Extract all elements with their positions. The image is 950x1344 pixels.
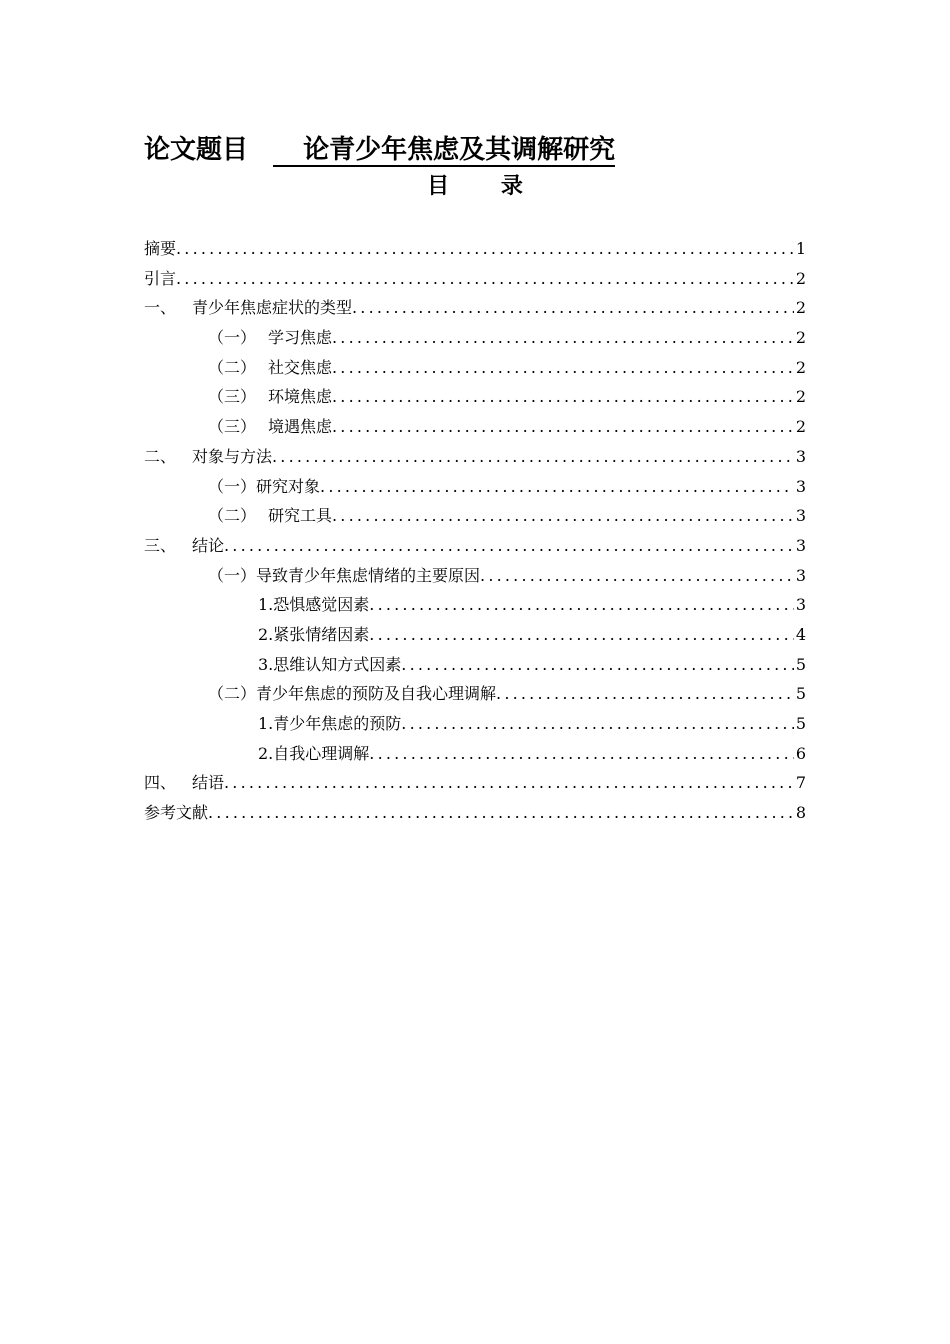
toc-entry[interactable] — [144, 412, 806, 442]
toc-entry-number: 一、 — [144, 298, 177, 318]
toc-entry[interactable] — [144, 442, 806, 472]
toc-entry-number: （二） — [208, 357, 257, 377]
toc-dot-leader — [176, 264, 794, 294]
toc-entry-label: 青少年焦虑的预防及自我心理调解 — [256, 684, 497, 704]
toc-entry[interactable] — [144, 293, 806, 323]
toc-entry-label: 结论 — [192, 535, 225, 555]
toc-entry-number: （二） — [208, 506, 257, 526]
toc-entry[interactable] — [144, 739, 806, 769]
toc-entry[interactable] — [144, 531, 806, 561]
toc-entry-number: 二、 — [144, 446, 177, 466]
toc-entry[interactable] — [144, 472, 806, 502]
toc-entry-number: （二） — [208, 684, 257, 704]
toc-entry[interactable] — [144, 768, 806, 798]
toc-entry[interactable] — [144, 264, 806, 294]
toc-entry[interactable] — [144, 234, 806, 264]
toc-entry-number: 2. — [258, 624, 274, 644]
toc-entry-page: 5 — [795, 654, 806, 674]
toc-entry-page: 2 — [795, 268, 806, 288]
toc-dot-leader — [496, 679, 794, 709]
toc-entry-label: 学习焦虑 — [268, 328, 333, 348]
toc-entry-label: 紧张情绪因素 — [273, 624, 370, 644]
toc-dot-leader — [224, 531, 794, 561]
toc-entry-label: 参考文献 — [144, 803, 209, 823]
toc-entry-number: 三、 — [144, 535, 177, 555]
toc-dot-leader — [320, 472, 794, 502]
toc-entry-label: 摘要 — [144, 239, 177, 258]
toc-entry-page: 2 — [795, 357, 806, 377]
toc-entry-page: 3 — [795, 535, 806, 555]
toc-entry[interactable] — [144, 353, 806, 383]
toc-entry-number: 1. — [258, 595, 274, 615]
toc-dot-leader — [369, 590, 794, 620]
toc-dot-leader — [369, 620, 794, 650]
toc-entry-label: 恐惧感觉因素 — [273, 595, 370, 615]
toc-entry-number: （一） — [208, 565, 257, 585]
toc-entry-number: （一） — [208, 476, 257, 496]
toc-dot-leader — [208, 798, 794, 828]
toc-entry-label: 对象与方法 — [192, 446, 273, 466]
toc-dot-leader — [332, 353, 794, 383]
toc-entry-page: 2 — [795, 417, 806, 437]
toc-entry-number: 2. — [258, 743, 274, 763]
toc-dot-leader — [401, 650, 794, 680]
toc-heading: 目 录 — [427, 174, 545, 199]
toc-dot-leader — [176, 234, 794, 264]
toc-entry[interactable] — [144, 650, 806, 680]
toc-entry-label: 思维认知方式因素 — [273, 654, 402, 674]
thesis-title-value: 论青少年焦虑及其调解研究 — [273, 135, 615, 167]
toc-entry-number: （三） — [208, 387, 257, 407]
toc-entry-page: 1 — [795, 239, 806, 258]
toc-entry[interactable] — [144, 382, 806, 412]
toc-entry[interactable] — [144, 590, 806, 620]
toc-entry-number: 3. — [258, 654, 274, 674]
toc-entry-label: 青少年焦虑的预防 — [273, 714, 402, 733]
toc-entry[interactable] — [144, 679, 806, 709]
toc-entry-label: 研究工具 — [268, 506, 333, 526]
toc-entry-page: 8 — [795, 803, 806, 823]
toc-entry-page: 5 — [795, 714, 806, 733]
toc-entry[interactable] — [144, 323, 806, 353]
toc-dot-leader — [332, 412, 794, 442]
toc-entry-page: 7 — [795, 773, 806, 793]
toc-entry-label: 社交焦虑 — [268, 357, 333, 377]
toc-dot-leader — [480, 561, 794, 591]
toc-entry-page: 2 — [795, 298, 806, 318]
toc-entry-label: 引言 — [144, 268, 177, 288]
toc-entry-page: 2 — [795, 387, 806, 407]
toc-entry[interactable] — [144, 798, 806, 828]
toc-entry-label: 青少年焦虑症状的类型 — [192, 298, 353, 318]
toc-entry-page: 6 — [795, 743, 806, 763]
table-of-contents — [144, 234, 806, 828]
toc-entry[interactable] — [144, 620, 806, 650]
toc-entry-page: 5 — [795, 684, 806, 704]
toc-entry-label: 境遇焦虑 — [268, 417, 333, 437]
toc-entry-page: 3 — [795, 595, 806, 615]
toc-entry-page: 3 — [795, 506, 806, 526]
toc-entry-page: 3 — [795, 446, 806, 466]
toc-dot-leader — [272, 442, 794, 472]
toc-dot-leader — [224, 768, 794, 798]
toc-entry-label: 研究对象 — [256, 476, 321, 496]
toc-entry-label: 结语 — [192, 773, 225, 793]
toc-dot-leader — [332, 382, 794, 412]
toc-dot-leader — [401, 709, 794, 739]
toc-entry-label: 导致青少年焦虑情绪的主要原因 — [256, 565, 481, 585]
toc-entry[interactable] — [144, 709, 806, 739]
toc-entry-number: （一） — [208, 328, 257, 348]
toc-dot-leader — [369, 739, 794, 769]
toc-entry-page: 2 — [795, 328, 806, 348]
toc-entry-page: 3 — [795, 476, 806, 496]
toc-entry-page: 4 — [795, 624, 806, 644]
toc-dot-leader — [332, 323, 794, 353]
toc-entry-number: 1. — [258, 714, 274, 733]
toc-entry-number: （三） — [208, 417, 257, 437]
toc-dot-leader — [352, 293, 794, 323]
thesis-title-label: 论文题目 — [144, 135, 249, 165]
toc-entry-label: 环境焦虑 — [268, 387, 333, 407]
thesis-title-line — [144, 132, 615, 168]
toc-dot-leader — [332, 501, 794, 531]
toc-entry-number: 四、 — [144, 773, 177, 793]
toc-entry-label: 自我心理调解 — [273, 743, 370, 763]
toc-entry-page: 3 — [795, 565, 806, 585]
toc-entry[interactable] — [144, 561, 806, 591]
toc-entry[interactable] — [144, 501, 806, 531]
